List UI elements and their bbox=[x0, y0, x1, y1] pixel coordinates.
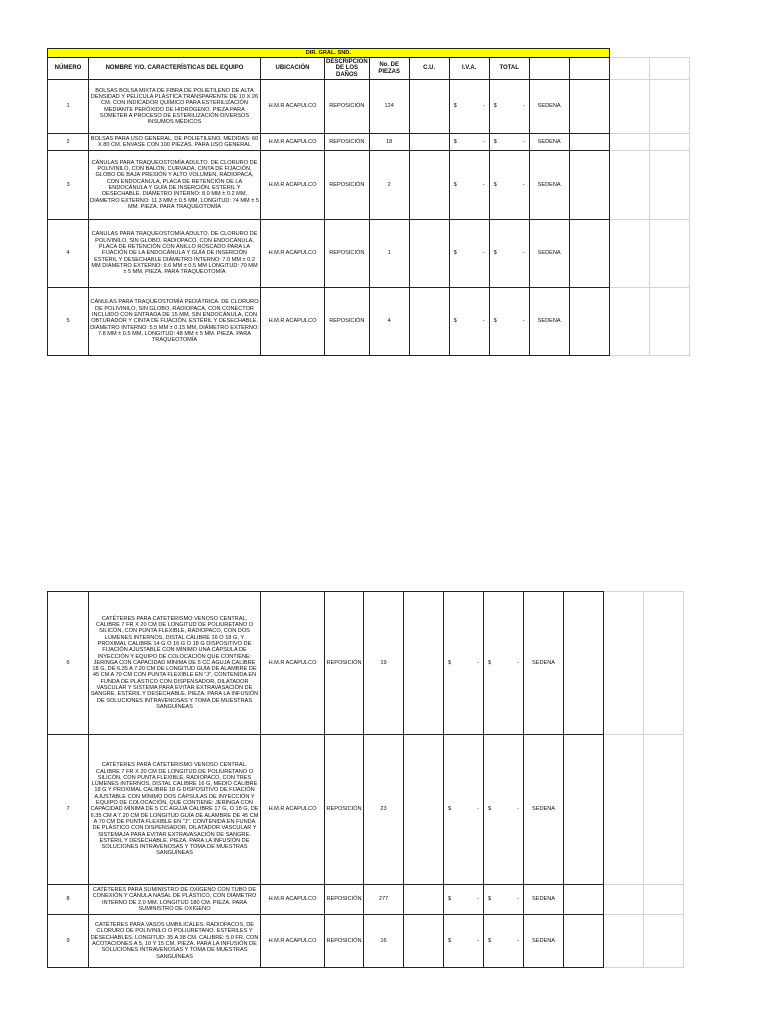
row-cu bbox=[409, 288, 449, 356]
row-total bbox=[489, 134, 529, 151]
currency-symbol: $ bbox=[453, 318, 457, 325]
banner-title: DIR. GRAL. SND. bbox=[48, 49, 610, 58]
row-ghost bbox=[649, 134, 689, 151]
row-ghost bbox=[609, 151, 649, 220]
row-ghost bbox=[604, 592, 644, 735]
row-total bbox=[489, 151, 529, 220]
currency-symbol: $ bbox=[493, 181, 497, 188]
row-ghost bbox=[609, 220, 649, 288]
empty-amount: - bbox=[477, 937, 479, 944]
table-row bbox=[48, 134, 690, 151]
row-piezas: 19 bbox=[364, 592, 404, 735]
table-row bbox=[48, 735, 684, 885]
row-ghost bbox=[649, 288, 689, 356]
row-iva bbox=[449, 220, 489, 288]
row-nombre: CÁNULAS PARA TRAQUEOSTOMÍA ADULTO. DE CLORURO DE POLIVINILO, SIN GLOBO, RADIOPACO, CON ENDOCÁNULA, PLACA DE RETENCIÓN CON ANILLO ROSCADO PARA LA FIJACIÓN DE LA ENDOCÁNULA Y GUÍA DE INSERCIÓN ESTÉRIL Y DESECHABLE DIÁMETRO INTERNO: 7.0 MM ± 0.2 MM DIÁMETRO EXTERNO: 9.6 MM ± 0.5 MM LONGITUD: 70 MM ± 5 MM. PIEZA. PARA TRAQUEOTOMÍA bbox=[89, 220, 261, 288]
header-total: TOTAL bbox=[489, 58, 529, 80]
row-ubicacion: H.M.R ACAPULCO bbox=[261, 151, 325, 220]
row-ghost bbox=[644, 735, 684, 885]
empty-amount: - bbox=[477, 806, 479, 813]
row-piezas: 16 bbox=[364, 915, 404, 968]
table-row bbox=[48, 220, 690, 288]
row-iva bbox=[449, 288, 489, 356]
row-descripcion: REPOSICIÓN bbox=[325, 288, 370, 356]
row-destino: SEDENA bbox=[524, 735, 564, 885]
row-nombre: CATÉTERES PARA SUMINISTRO DE OXÍGENO CON TUBO DE CONEXIÓN Y CÁNULA NASAL DE PLÁSTICO, CON DIÁMETRO INTERNO DE 2.0 MM. LONGITUD 180 CM. PIEZA. PARA SUMINISTRO DE OXÍGENO bbox=[89, 885, 261, 915]
row-iva bbox=[449, 134, 489, 151]
row-numero: 3 bbox=[48, 151, 89, 220]
currency-symbol: $ bbox=[453, 181, 457, 188]
row-descripcion: REPOSICIÓN bbox=[325, 134, 370, 151]
row-destino: SEDENA bbox=[529, 151, 569, 220]
row-cu bbox=[404, 885, 444, 915]
empty-amount: - bbox=[517, 896, 519, 903]
row-nombre: CATÉTERES PARA CATETERISMO VENOSO CENTRAL. CALIBRE 7 FR X 20 CM DE LONGITUD DE POLIURETANO O SILICÓN, CON PUNTA FLEXIBLE, RADIOPACO, CON DOS LÚMENES INTERNOS, DISTAL CALIBRE 16 O 18 G, Y PROXIMAL CALIBRE 14 G O 16 G O 18 G DISPOSITIVO DE FIJACIÓN AJUSTABLE CON MÍNIMO UNA CÁPSULA DE INYECCIÓN Y EQUIPO DE COLOCACIÓN QUE CONTIENE: JERINGA CON CAPACIDAD MÍNIMA DE 5 CC AGUJA CALIBRE 18 G, DE 6.35 A 7.20 CM DE LONGITUD GUÍA DE ALAMBRE DE 45 CM A 70 CM CON PUNTA FLEXIBLE EN "J", CONTENIDA EN FUNDA DE PLÁSTICO CON DISPENSADOR, DILATADOR VASCULAR Y SISTEMA PARA EVITAR EXTRAVASACIÓN DE SANGRE. ESTÉRIL Y DESECHABLE. PIEZA. PARA LA INFUSIÓN DE SOLUCIONES INTRAVENOSAS Y TOMA DE MUESTRAS SANGUÍNEAS bbox=[89, 592, 261, 735]
row-piezas: 277 bbox=[364, 885, 404, 915]
row-numero: 2 bbox=[48, 134, 89, 151]
row-ghost bbox=[604, 735, 644, 885]
row-descripcion: REPOSICIÓN bbox=[325, 220, 370, 288]
empty-amount: - bbox=[517, 659, 519, 666]
row-ghost bbox=[649, 151, 689, 220]
row-cu bbox=[404, 592, 444, 735]
table-row bbox=[48, 151, 690, 220]
row-numero: 7 bbox=[48, 735, 89, 885]
row-extra bbox=[569, 151, 609, 220]
row-ghost bbox=[649, 80, 689, 134]
row-extra bbox=[569, 288, 609, 356]
currency-symbol: $ bbox=[448, 659, 452, 666]
row-nombre: CÁNULAS PARA TRAQUEOSTOMÍA PEDIÁTRICA. DE CLORURO DE POLIVINILO, SIN GLOBO, RADIOPACA, CON CONECTOR INCLUIDO CON ENTRADA DE 15 MM, SIN ENDOCÁNULA, CON OBTURADOR Y CINTA DE FIJACIÓN. ESTÉRIL Y DESECHABLE. DIÁMETRO INTERNO: 5.5 MM ± 0.15 MM, DIÁMETRO EXTERNO: 7.8 MM ± 0.5 MM, LONGITUD: 48 MM ± 5 MM. PIEZA. PARA TRAQUEOTOMÍA bbox=[89, 288, 261, 356]
currency-symbol: $ bbox=[493, 250, 497, 257]
row-extra bbox=[569, 80, 609, 134]
row-destino: SEDENA bbox=[529, 288, 569, 356]
sheet-page-1 bbox=[47, 48, 690, 356]
row-iva bbox=[444, 885, 484, 915]
row-nombre: BOLSAS BOLSA MIXTA DE FIBRA DE POLIETILENO DE ALTA DENSIDAD Y PELÍCULA PLÁSTICA TRANSPARENTE DE 10 X 26 CM. CON INDICADOR QUÍMICO PARA ESTERILIZACIÓN MEDIANTE PERÓXIDO DE HIDRÓGENO. PIEZA PARA SOMETER A PROCESO DE ESTERILIZACIÓN DIVERSOS INSUMOS MÉDICOS bbox=[89, 80, 261, 134]
row-descripcion: REPOSICIÓN bbox=[325, 592, 364, 735]
row-numero: 4 bbox=[48, 220, 89, 288]
table-row bbox=[48, 915, 684, 968]
row-iva bbox=[449, 151, 489, 220]
row-destino: SEDENA bbox=[529, 80, 569, 134]
table-1-body bbox=[48, 80, 690, 356]
row-descripcion: REPOSICIÓN bbox=[325, 151, 370, 220]
table-2-body bbox=[48, 592, 684, 968]
empty-amount: - bbox=[482, 181, 485, 188]
row-total bbox=[489, 220, 529, 288]
row-ubicacion: H.M.R ACAPULCO bbox=[261, 735, 325, 885]
row-extra bbox=[569, 134, 609, 151]
row-numero: 6 bbox=[48, 592, 89, 735]
empty-amount: - bbox=[522, 138, 525, 145]
header-iva: I.V.A. bbox=[449, 58, 489, 80]
row-destino: SEDENA bbox=[529, 220, 569, 288]
row-total bbox=[489, 80, 529, 134]
row-ghost bbox=[644, 915, 684, 968]
row-piezas: 18 bbox=[369, 134, 409, 151]
row-ghost bbox=[604, 915, 644, 968]
row-piezas: 2 bbox=[369, 151, 409, 220]
row-nombre: CÁNULAS PARA TRAQUEOSTOMÍA ADULTO. DE CLORURO DE POLIVINILO, CON BALÓN, CURVADA, CINTA DE FIJACIÓN, GLOBO DE BAJA PRESIÓN Y ALTO VOLUMEN, RADIOPACA, CON ENDOCÁNULA, PLACA DE RETENCIÓN DE LA ENDOCÁNULA Y GUÍA DE INSERCIÓN. ESTÉRIL Y DESECHABLE. DIÁMETRO INTERNO: 8.0 MM ± 0.2 MM, DIÁMETRO EXTERNO: 11.3 MM ± 0.5 MM, LONGITUD: 74 MM ± 5 MM. PIEZA. PARA TRAQUEOTOMÍA bbox=[89, 151, 261, 220]
sheet-page-2 bbox=[47, 591, 684, 968]
row-piezas: 4 bbox=[369, 288, 409, 356]
row-nombre: BOLSAS PARA USO GENERAL, DE POLIETILENO. MEDIDAS: 60 X 80 CM. ENVASE CON 100 PIEZAS. PARA USO GENERAL bbox=[89, 134, 261, 151]
currency-symbol: $ bbox=[493, 103, 497, 110]
row-piezas: 1 bbox=[369, 220, 409, 288]
currency-symbol: $ bbox=[448, 937, 452, 944]
row-numero: 1 bbox=[48, 80, 89, 134]
row-ghost bbox=[609, 80, 649, 134]
currency-symbol: $ bbox=[488, 896, 492, 903]
row-ubicacion: H.M.R ACAPULCO bbox=[261, 288, 325, 356]
table-row bbox=[48, 885, 684, 915]
row-piezas: 124 bbox=[369, 80, 409, 134]
currency-symbol: $ bbox=[448, 896, 452, 903]
row-ubicacion: H.M.R ACAPULCO bbox=[261, 134, 325, 151]
currency-symbol: $ bbox=[488, 806, 492, 813]
empty-amount: - bbox=[517, 806, 519, 813]
empty-amount: - bbox=[477, 659, 479, 666]
row-iva bbox=[444, 915, 484, 968]
row-destino: SEDENA bbox=[524, 592, 564, 735]
currency-symbol: $ bbox=[453, 138, 457, 145]
row-descripcion: REPOSICIÓN bbox=[325, 885, 364, 915]
row-iva bbox=[449, 80, 489, 134]
inventory-table-1 bbox=[47, 48, 690, 356]
row-ubicacion: H.M.R ACAPULCO bbox=[261, 885, 325, 915]
inventory-table-2 bbox=[47, 591, 684, 968]
empty-amount: - bbox=[482, 250, 485, 257]
table-row bbox=[48, 592, 684, 735]
row-extra bbox=[564, 915, 604, 968]
header-cu: C.U. bbox=[409, 58, 449, 80]
row-ubicacion: H.M.R ACAPULCO bbox=[261, 915, 325, 968]
row-nombre: CATÉTERES PARA VASOS UMBILICALES. RADIOPACOS, DE CLORURO DE POLIVINILO O POLIURETANO. ESTÉRILES Y DESECHABLES. LONGITUD: 35 A 38 CM. CALIBRE: 5.0 FR. CON ACOTACIONES A 5, 10 Y 15 CM. PIEZA. PARA LA INFUSIÓN DE SOLUCIONES INTRAVENOSAS Y TOMA DE MUESTRAS SANGUÍNEAS bbox=[89, 915, 261, 968]
empty-amount: - bbox=[482, 103, 485, 110]
row-ghost bbox=[609, 134, 649, 151]
row-ubicacion: H.M.R ACAPULCO bbox=[261, 592, 325, 735]
row-descripcion: REPOSICIÓN bbox=[325, 80, 370, 134]
empty-amount: - bbox=[522, 318, 525, 325]
empty-amount: - bbox=[522, 181, 525, 188]
row-cu bbox=[409, 134, 449, 151]
row-cu bbox=[404, 735, 444, 885]
header-descripcion: DESCRIPCIÓN DE LOS DAÑOS bbox=[326, 59, 368, 78]
row-extra bbox=[564, 735, 604, 885]
row-ubicacion: H.M.R ACAPULCO bbox=[261, 80, 325, 134]
empty-amount: - bbox=[522, 103, 525, 110]
empty-amount: - bbox=[522, 250, 525, 257]
row-ghost bbox=[609, 288, 649, 356]
table-row bbox=[48, 288, 690, 356]
currency-symbol: $ bbox=[448, 806, 452, 813]
currency-symbol: $ bbox=[493, 138, 497, 145]
table-row bbox=[48, 80, 690, 134]
row-descripcion: REPOSICIÓN bbox=[325, 735, 364, 885]
row-nombre: CATÉTERES PARA CATETERISMO VENOSO CENTRAL. CALIBRE 7 FR X 20 CM DE LONGITUD DE POLIURETANO O SILICÓN, CON PUNTA FLEXIBLE, RADIOPACO, CON TRES LÚMENES INTERNOS, DISTAL CALIBRE 16 G, MEDIO CALIBRE 18 G Y PROXIMAL CALIBRE 18 G DISPOSITIVO DE FIJACIÓN AJUSTABLE CON MÍNIMO DOS CÁPSULAS DE INYECCIÓN Y EQUIPO DE COLOCACIÓN, QUE CONTIENE: JERINGA CON CAPACIDAD MÍNIMA DE 5 CC AGUJA CALIBRE 17 G, O 18 G, DE 6.35 CM A 7.20 CM DE LONGITUD GUÍA DE ALAMBRE DE 45 CM A 70 CM DE PUNTA FLEXIBLE EN "J". CONTENIDA EN FUNDA DE PLÁSTICO CON DISPENSADOR, DILATADOR VASCULAR Y SISTEMAJA PARA EVITAR EXTRAVASACIÓN DE SANGRE. ESTÉRIL Y DESECHABLE. PIEZA. PARA LA INFUSIÓN DE SOLUCIONES INTRAVENOSAS Y TOMA DE MUESTRAS SANGUÍNEAS bbox=[89, 735, 261, 885]
row-numero: 8 bbox=[48, 885, 89, 915]
row-descripcion: REPOSICIÓN bbox=[325, 915, 364, 968]
header-piezas: No. DE PIEZAS bbox=[369, 58, 409, 80]
row-total bbox=[489, 288, 529, 356]
header-nombre: NOMBRE Y/O. CARACTERÍSTICAS DEL EQUIPO bbox=[89, 58, 261, 80]
header-ubicacion: UBICACIÓN bbox=[261, 58, 325, 80]
row-iva bbox=[444, 592, 484, 735]
header-row bbox=[48, 58, 690, 80]
row-numero: 5 bbox=[48, 288, 89, 356]
row-iva bbox=[444, 735, 484, 885]
currency-symbol: $ bbox=[488, 659, 492, 666]
row-ghost bbox=[644, 592, 684, 735]
row-total bbox=[484, 885, 524, 915]
row-extra bbox=[564, 885, 604, 915]
row-ghost bbox=[604, 885, 644, 915]
currency-symbol: $ bbox=[488, 937, 492, 944]
row-ubicacion: H.M.R ACAPULCO bbox=[261, 220, 325, 288]
row-cu bbox=[404, 915, 444, 968]
row-destino: SEDENA bbox=[529, 134, 569, 151]
row-ghost bbox=[649, 220, 689, 288]
currency-symbol: $ bbox=[493, 318, 497, 325]
currency-symbol: $ bbox=[453, 103, 457, 110]
row-cu bbox=[409, 80, 449, 134]
header-numero: NÚMERO bbox=[48, 58, 89, 80]
row-ghost bbox=[644, 885, 684, 915]
row-extra bbox=[569, 220, 609, 288]
empty-amount: - bbox=[517, 937, 519, 944]
row-numero: 9 bbox=[48, 915, 89, 968]
row-total bbox=[484, 735, 524, 885]
row-cu bbox=[409, 151, 449, 220]
row-piezas: 23 bbox=[364, 735, 404, 885]
empty-amount: - bbox=[482, 318, 485, 325]
empty-amount: - bbox=[482, 138, 485, 145]
row-total bbox=[484, 915, 524, 968]
row-extra bbox=[564, 592, 604, 735]
row-destino: SEDENA bbox=[524, 915, 564, 968]
row-cu bbox=[409, 220, 449, 288]
row-total bbox=[484, 592, 524, 735]
currency-symbol: $ bbox=[453, 250, 457, 257]
row-destino: SEDENA bbox=[524, 885, 564, 915]
empty-amount: - bbox=[477, 896, 479, 903]
